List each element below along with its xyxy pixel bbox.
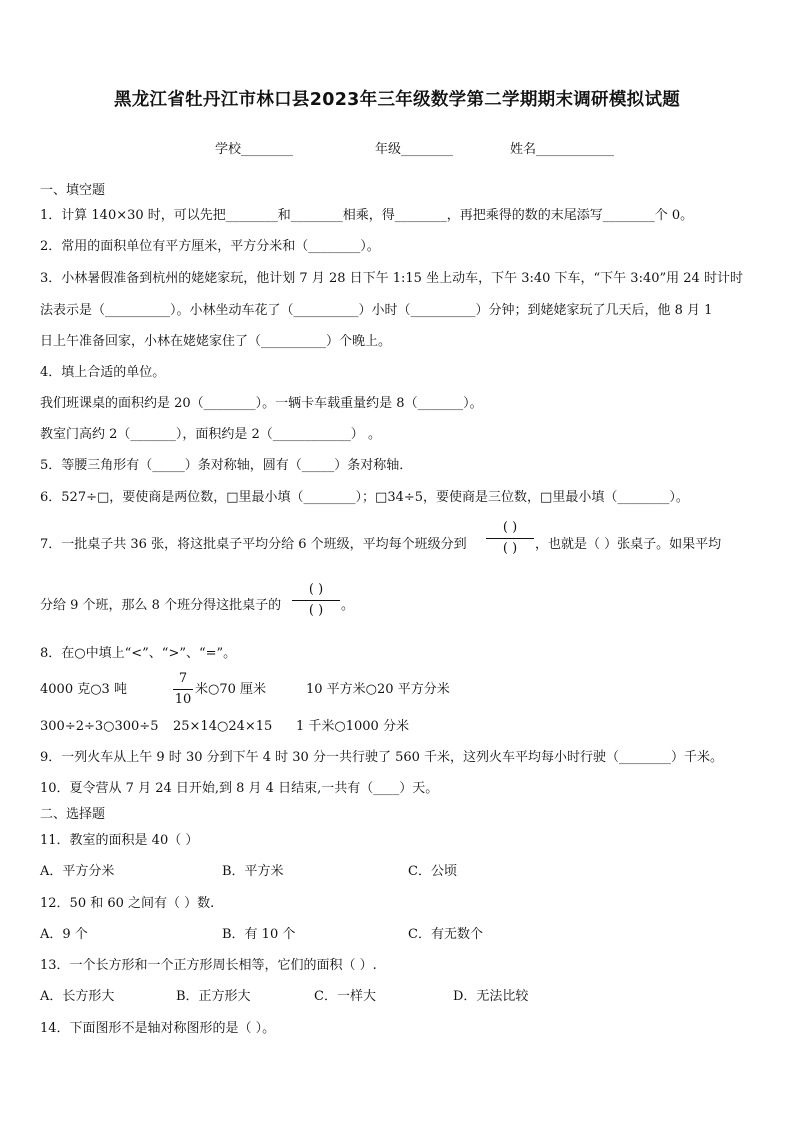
q8-compare-a: 4000 克○3 吨 (40, 682, 127, 697)
fraction-bar (292, 600, 340, 601)
question-4-instruction: 4．填上合适的单位。 (40, 365, 166, 380)
question-7-line-2: 分给 9 个班，那么 8 个班分得这批桌子的 (40, 598, 282, 613)
question-12-stem: 12．50 和 60 之间有（ ）数. (40, 896, 215, 911)
question-8-instruction: 8．在○中填上“<”、“>”、“=”。 (40, 646, 237, 661)
page-title: 黑龙江省牡丹江市林口县2023年三年级数学第二学期期末调研模拟试题 (113, 90, 681, 110)
q13-option-d[interactable]: D．无法比较 (453, 989, 529, 1004)
fraction-bar (486, 538, 534, 539)
question-1: 1．计算 140×30 时，可以先把________和________相乘，得________，再把乘得的数的末尾添写________个 0。 (40, 208, 694, 223)
question-4-line-3: 教室门高约 2（_______），面积约是 2（____________） 。 (40, 427, 381, 442)
question-6: 6．527÷□，要使商是两位数，□里最小填（________）；□34÷5，要使商是三位数，□里最小填（________）。 (40, 490, 689, 505)
name-field[interactable]: 姓名____________ (510, 142, 615, 157)
grade-field[interactable]: 年级________ (375, 142, 454, 157)
fraction-denominator-blank: ( ) (308, 603, 324, 618)
q8-compare-b: 米○70 厘米 (195, 682, 267, 697)
q8-compare-d: 300÷2÷3○300÷5 (40, 719, 159, 734)
question-3-line-2: 法表示是（__________）。小林坐动车花了（__________）小时（__________）分钟；到姥姥家玩了几天后，他 8 月 1 (40, 303, 713, 318)
q13-option-b[interactable]: B．正方形大 (176, 989, 251, 1004)
q8-compare-f: 1 千米○1000 分米 (296, 719, 409, 734)
question-4-line-2: 我们班课桌的面积约是 20（________）。一辆卡车载重量约是 8（_______）。 (40, 396, 483, 411)
fraction-denominator-blank: ( ) (502, 541, 518, 556)
q8-fraction-seven-tenths (173, 671, 193, 708)
q13-option-a[interactable]: A．长方形大 (40, 989, 115, 1004)
question-3-line-1: 3．小林暑假准备到杭州的姥姥家玩，他计划 7 月 28 日下午 1:15 坐上动车，下午 3:40 下车，“下午 3:40”用 24 时计时 (40, 271, 743, 286)
q12-option-c[interactable]: C．有无数个 (408, 927, 483, 942)
question-7-continuation: ，也就是（ ）张桌子。如果平均 (535, 537, 722, 552)
question-3-line-3: 日上午准备回家，小林在姥姥家住了（__________）个晚上。 (40, 334, 392, 349)
fraction-denominator: 10 (174, 692, 192, 707)
section-heading-fill-in: 一、填空题 (40, 183, 106, 198)
fraction-bar (173, 689, 193, 690)
q11-option-a[interactable]: A．平方分米 (40, 864, 115, 879)
question-2: 2．常用的面积单位有平方厘米，平方分米和（________）。 (40, 239, 380, 254)
question-7-line-2-end: 。 (341, 598, 355, 613)
q11-option-b[interactable]: B．平方米 (222, 864, 284, 879)
school-field[interactable]: 学校________ (215, 142, 294, 157)
question-10: 10．夏令营从 7 月 24 日开始,到 8 月 4 日结束,一共有（____）天。 (40, 781, 439, 796)
question-5: 5．等腰三角形有（_____）条对称轴，圆有（_____）条对称轴． (40, 458, 413, 473)
q11-option-c[interactable]: C．公顷 (408, 864, 457, 879)
q13-option-c[interactable]: C．一样大 (314, 989, 376, 1004)
q12-option-b[interactable]: B．有 10 个 (222, 927, 296, 942)
fraction-numerator-blank: ( ) (502, 520, 518, 535)
question-11-stem: 11．教室的面积是 40（ ） (40, 833, 199, 848)
question-7-fraction-blank (486, 520, 534, 557)
q12-option-a[interactable]: A．9 个 (40, 927, 88, 942)
question-7-fraction-blank-2 (292, 582, 340, 619)
fraction-numerator: 7 (178, 671, 188, 686)
question-9: 9．一列火车从上午 9 时 30 分到下午 4 时 30 分一共行驶了 560 千米，这列火车平均每小时行驶（________）千米。 (40, 750, 724, 765)
question-14: 14．下面图形不是轴对称图形的是（ ）。 (40, 1021, 276, 1036)
fraction-numerator-blank: ( ) (308, 582, 324, 597)
question-7-stem: 7．一批桌子共 36 张，将这批桌子平均分给 6 个班级，平均每个班级分到 (40, 537, 467, 552)
q8-compare-c: 10 平方米○20 平方分米 (306, 682, 450, 697)
section-heading-multiple-choice: 二、选择题 (40, 807, 106, 822)
question-13-stem: 13．一个长方形和一个正方形周长相等，它们的面积（ ）. (40, 958, 377, 973)
q8-compare-e: 25×14○24×15 (173, 719, 273, 734)
